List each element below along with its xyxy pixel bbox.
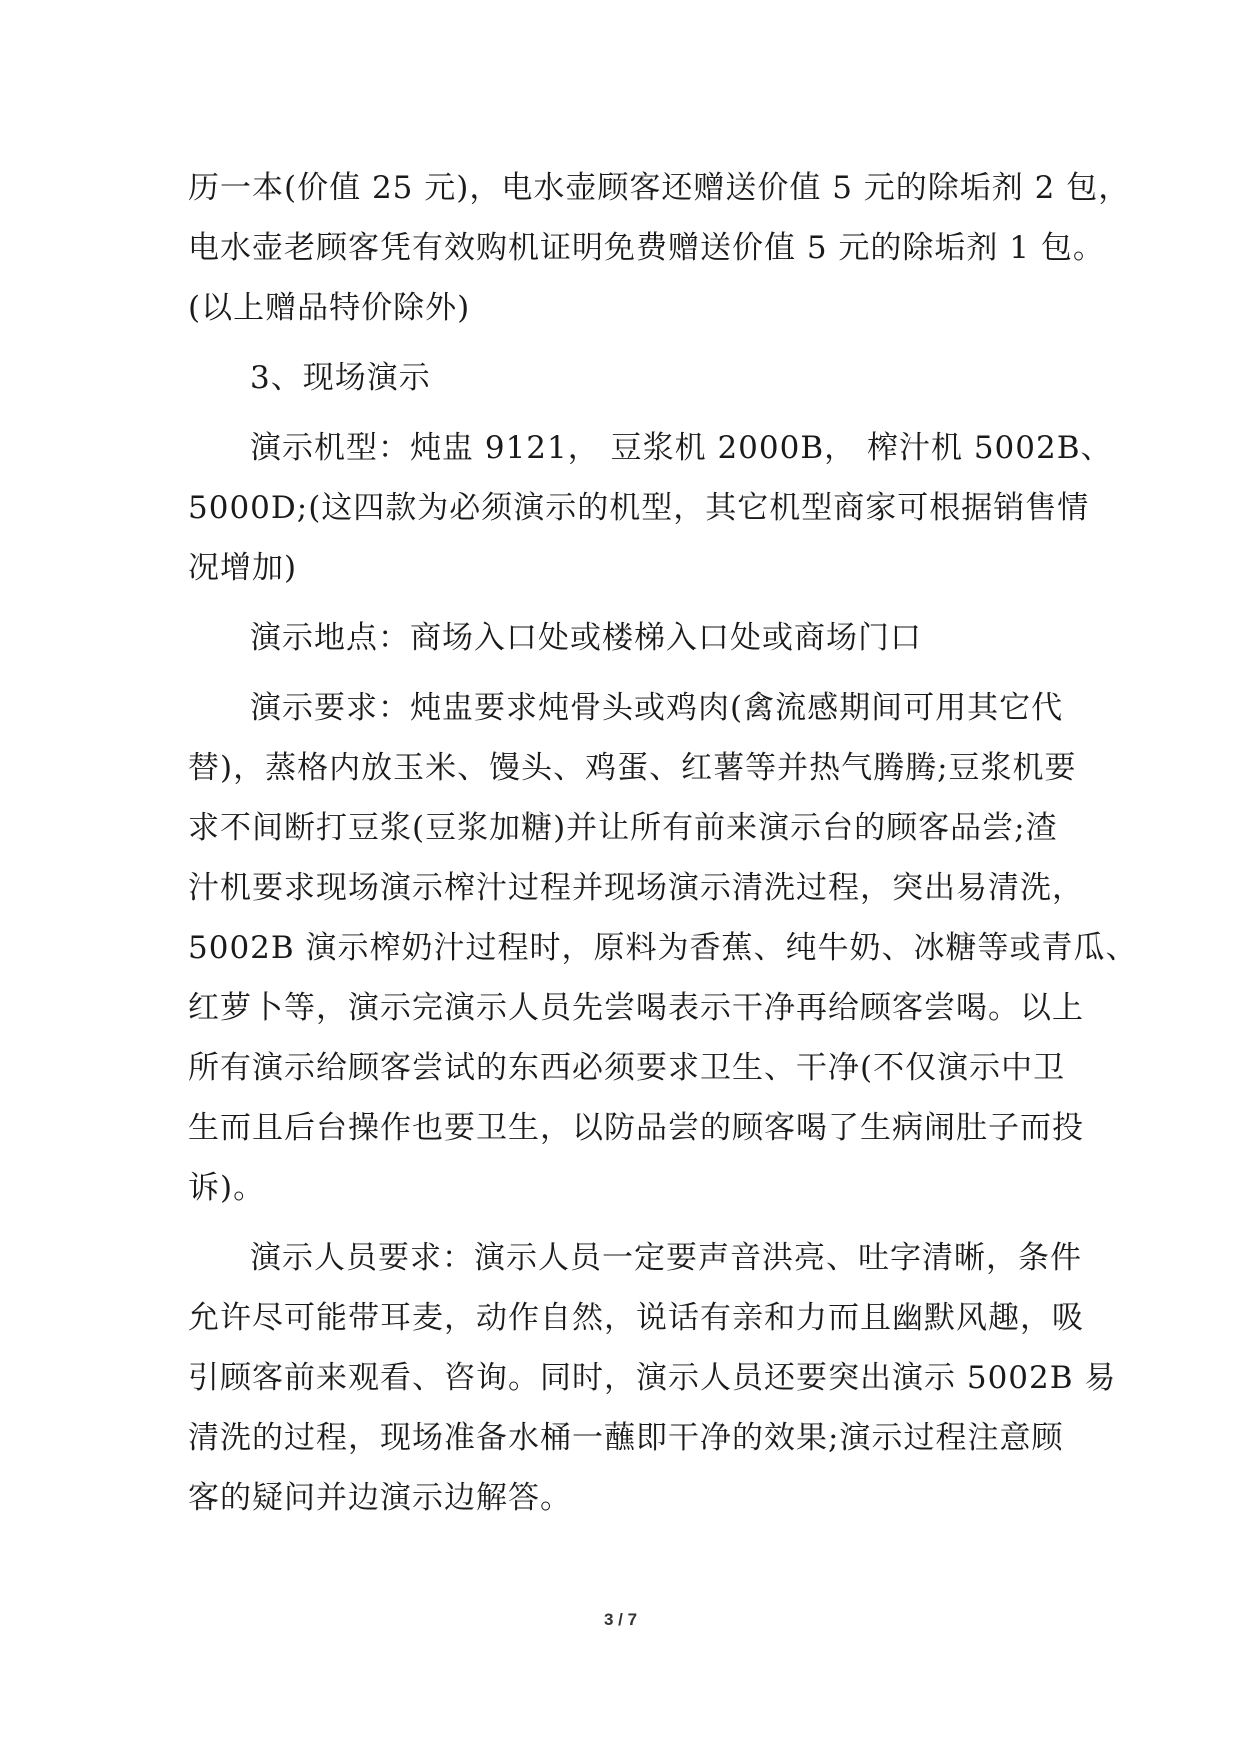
section-heading: 3、现场演示 <box>250 360 431 396</box>
text-line: 求不间断打豆浆(豆浆加糖)并让所有前来演示台的顾客品尝;渣 <box>188 810 1058 846</box>
text-line: 演示人员要求：演示人员一定要声音洪亮、吐字清晰，条件 <box>250 1240 1082 1276</box>
text-line: 演示要求：炖盅要求炖骨头或鸡肉(禽流感期间可用其它代 <box>250 690 1064 726</box>
text-line: 红萝卜等，演示完演示人员先尝喝表示干净再给顾客尝喝。以上 <box>188 990 1084 1026</box>
page-number: 3 / 7 <box>603 1610 638 1629</box>
text-line: 引顾客前来观看、咨询。同时，演示人员还要突出演示 5002B 易 <box>188 1360 1117 1396</box>
text-line: 生而且后台操作也要卫生，以防品尝的顾客喝了生病闹肚子而投 <box>188 1110 1084 1146</box>
text-line: 汁机要求现场演示榨汁过程并现场演示清洗过程，突出易清洗， <box>188 870 1084 906</box>
text-line: 客的疑问并边演示边解答。 <box>188 1480 572 1516</box>
text-line: 历一本(价值 25 元)，电水壶顾客还赠送价值 5 元的除垢剂 2 包， <box>188 170 1131 206</box>
text-line: (以上赠品特价除外) <box>188 290 471 326</box>
text-line: 5002B 演示榨奶汁过程时，原料为香蕉、纯牛奶、冰糖等或青瓜、 <box>188 930 1138 966</box>
text-line: 替)，蒸格内放玉米、馒头、鸡蛋、红薯等并热气腾腾;豆浆机要 <box>188 750 1077 786</box>
text-line: 电水壶老顾客凭有效购机证明免费赠送价值 5 元的除垢剂 1 包。 <box>188 230 1105 266</box>
text-line: 演示地点：商场入口处或楼梯入口处或商场门口 <box>250 620 922 656</box>
text-line: 况增加) <box>188 550 298 586</box>
text-line: 5000D;(这四款为必须演示的机型，其它机型商家可根据销售情 <box>188 490 1090 526</box>
text-line: 诉)。 <box>188 1170 266 1206</box>
text-line: 清洗的过程，现场准备水桶一蘸即干净的效果;演示过程注意顾 <box>188 1420 1064 1456</box>
text-line: 所有演示给顾客尝试的东西必须要求卫生、干净(不仅演示中卫 <box>188 1050 1066 1086</box>
text-line: 允许尽可能带耳麦，动作自然，说话有亲和力而且幽默风趣，吸 <box>188 1300 1084 1336</box>
text-line: 演示机型：炖盅 9121， 豆浆机 2000B， 榨汁机 5002B、 <box>250 430 1113 466</box>
